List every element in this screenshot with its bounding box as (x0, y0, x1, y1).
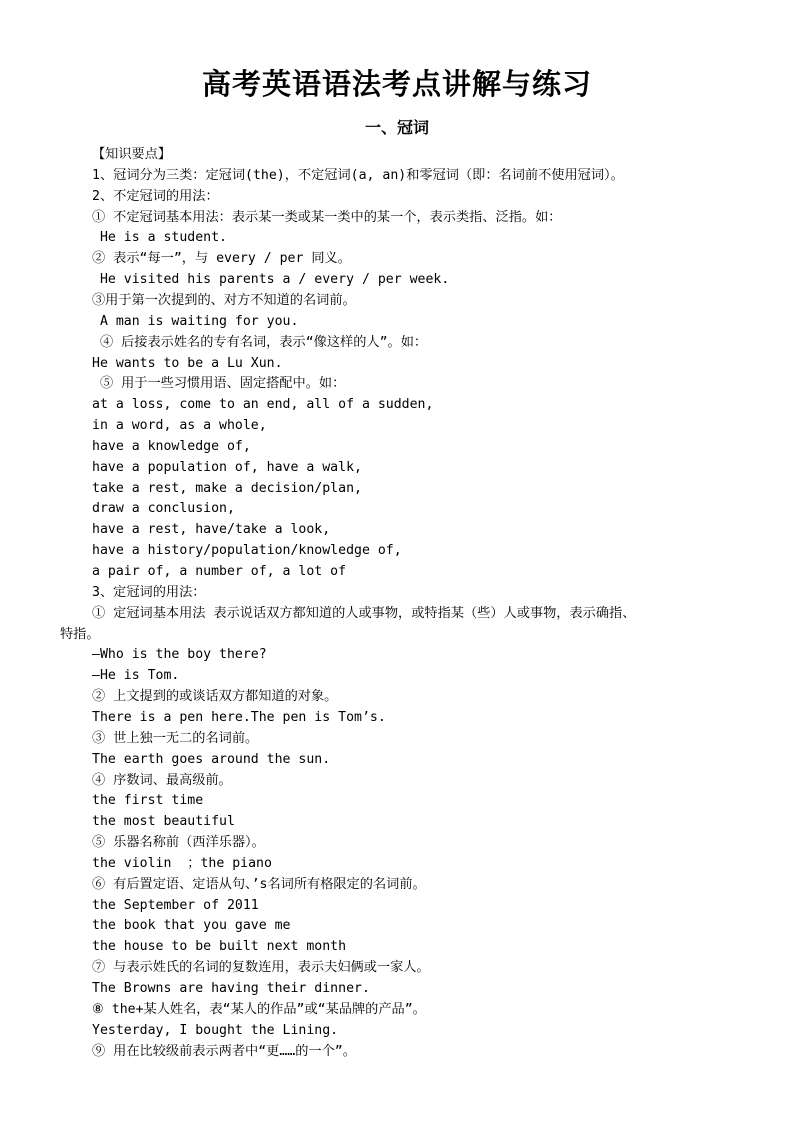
text-line: The earth goes around the sun. (92, 751, 331, 767)
text-line: ② 表示“每一”，与 every / per 同义。 (92, 251, 351, 267)
text-line: the book that you gave me (92, 918, 291, 934)
text-line: have a knowledge of, (92, 438, 251, 454)
text-line: He visited his parents a / every / per week. (92, 272, 450, 288)
text-line: at a loss, come to an end, all of a sudden, (92, 397, 434, 413)
text-line: have a population of, have a walk, (92, 459, 362, 475)
text-line: ① 不定冠词基本用法：表示某一类或某一类中的某一个，表示类指、泛指。如： (92, 209, 562, 225)
text-line: the September of 2011 (92, 897, 259, 913)
section-title: 一、冠词 (364, 118, 429, 137)
page-title: 高考英语语法考点讲解与练习 (201, 67, 592, 101)
text-line: 【知识要点】 (92, 147, 172, 162)
text-line: A man is waiting for you. (92, 313, 299, 329)
text-line: There is a pen here.The pen is Tom’s. (92, 709, 386, 725)
text-line: 特指。 (60, 626, 100, 642)
text-line: The Browns are having their dinner. (92, 981, 370, 996)
text-line: Yesterday, I bought the Lining. (92, 1022, 339, 1038)
text-line: ⑤ 用于一些习惯用语、固定搭配中。如： (92, 376, 346, 392)
text-line: ④ 序数词、最高级前。 (92, 772, 232, 788)
text-line: take a rest, make a decision/plan, (92, 480, 362, 496)
text-line: the house to be built next month (92, 939, 347, 955)
text-line: ⑥ 有后置定语、定语从句、’s名词所有格限定的名词前。 (92, 876, 426, 892)
text-line: a pair of, a number of, a lot of (92, 564, 347, 579)
text-line: ⑨ 用在比较级前表示两者中“更……的一个”。 (92, 1043, 356, 1059)
text-line: ③ 世上独一无二的名词前。 (92, 730, 259, 746)
text-line: ② 上文提到的或谈话双方都知道的对象。 (92, 689, 338, 705)
text-line: —Who is the boy there? (92, 647, 267, 663)
text-line: ③用于第一次提到的、对方不知道的名词前。 (92, 292, 356, 308)
text-line: draw a conclusion, (92, 501, 235, 517)
text-line: have a rest, have/take a look, (92, 522, 331, 538)
text-line: —He is Tom. (92, 668, 180, 684)
text-line: ① 定冠词基本用法 表示说话双方都知道的人或事物，或特指某（些）人或事物，表示确指、 (92, 605, 636, 621)
text-line: the violin ；the piano (92, 855, 272, 871)
text-line: in a word, as a whole, (92, 418, 267, 434)
text-line: ⑤ 乐器名称前（西洋乐器）。 (92, 835, 265, 851)
text-line: the first time (92, 793, 204, 809)
text-line: He is a student. (92, 230, 227, 246)
text-line: ⑦ 与表示姓氏的名词的复数连用，表示夫妇俩或一家人。 (92, 960, 430, 976)
text-line: ⑧ the+某人姓名，表“某人的作品”或“某品牌的产品”。 (92, 1001, 426, 1017)
text-line: have a history/population/knowledge of, (92, 543, 402, 559)
text-line: ④ 后接表示姓名的专有名词，表示“像这样的人”。如： (92, 334, 428, 350)
text-line: the most beautiful (92, 814, 235, 830)
text-line: 2、不定冠词的用法： (92, 188, 219, 204)
text-line: 1、冠词分为三类：定冠词(the)，不定冠词(a, an)和零冠词（即：名词前不使用冠词）。 (92, 167, 624, 183)
text-line: 3、定冠词的用法： (92, 584, 206, 600)
text-line: He wants to be a Lu Xun. (92, 355, 283, 371)
